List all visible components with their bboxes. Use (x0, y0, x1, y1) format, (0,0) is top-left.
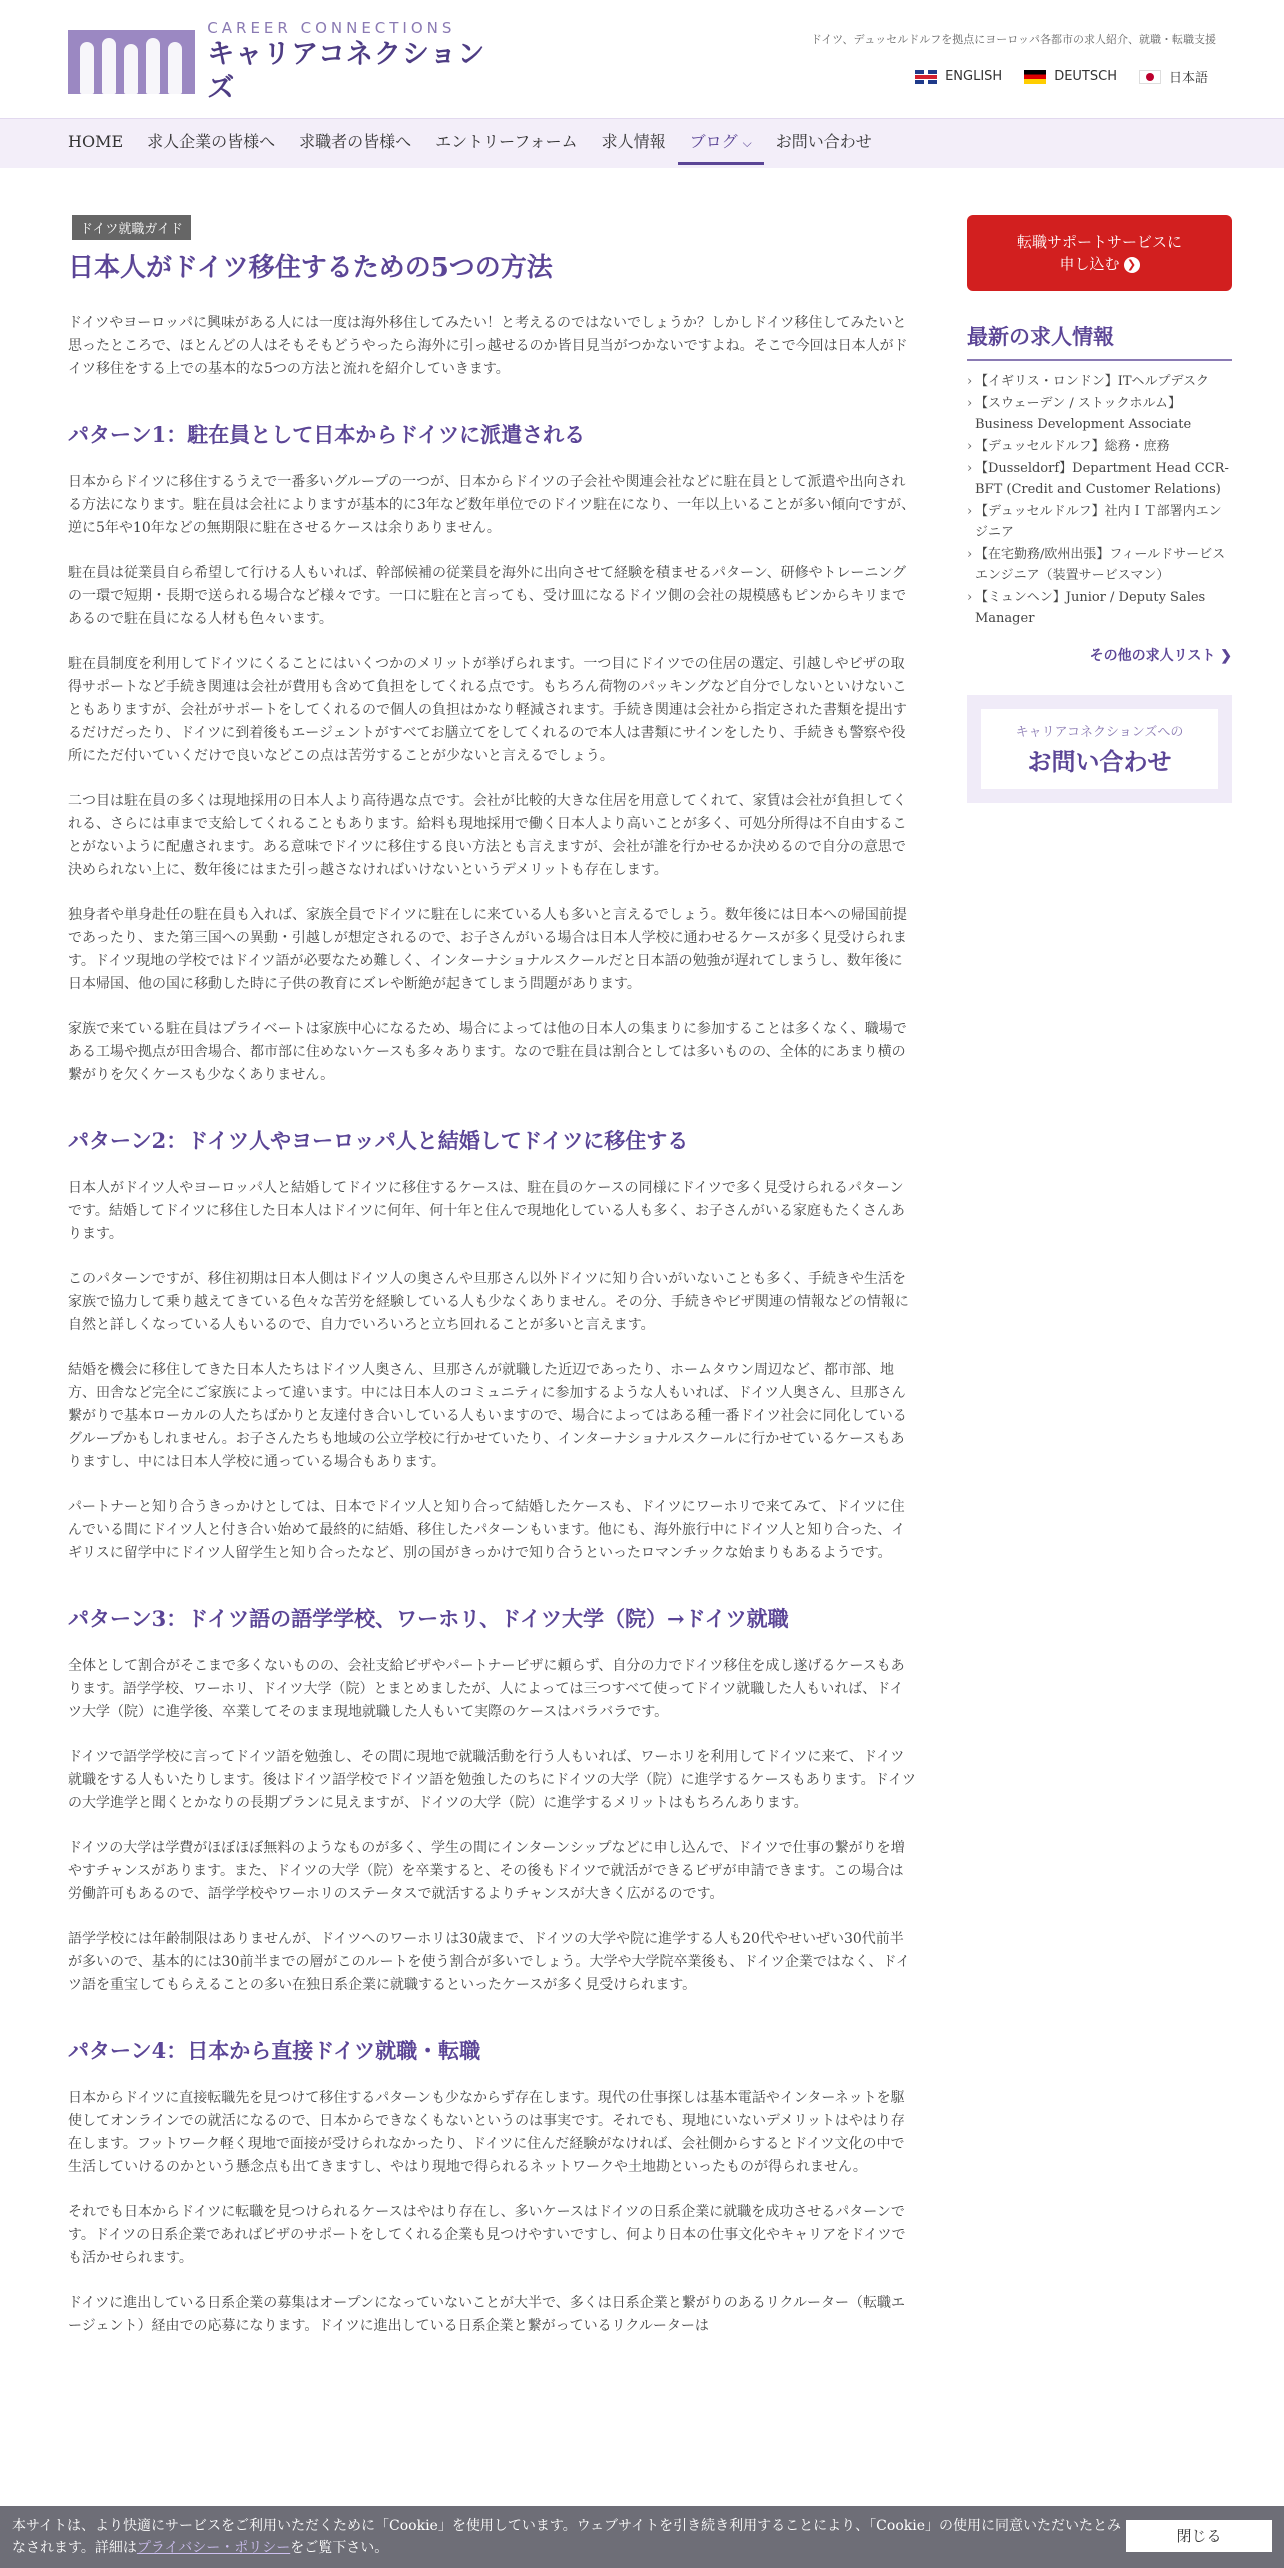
paragraph: このパターンですが、移住初期は日本人側はドイツ人の奥さんや旦那さん以外ドイツに知り合いがいないことも多く、手続きや生活を家族で協力して乗り越えてきている色々な苦労を経験している人も少なくありません。その分、手続きやビザ関連の情報などの情報に自然と詳しくなっている人もいるので、自力でいろいろと立ち回れることが多いと言えます。 (68, 1271, 909, 1333)
language-english-link[interactable] (915, 67, 1002, 86)
nav-item-entry-form[interactable]: エントリーフォーム (435, 132, 578, 151)
nav-item-jobs[interactable]: 求人情報 (601, 132, 666, 151)
nav-item-blog[interactable] (678, 119, 764, 169)
section-heading: パターン4：日本から直接ドイツ就職・転職 (68, 2038, 481, 2063)
paragraph: 日本からドイツに直接転職先を見つけて移住するパターンも少なからず存在します。現代の仕事探しは基本電話やインターネットを駆使してオンラインでの就活になるので、日本からできなくもないというのは事実です。それでも、現地にいないデメリットはやはり存在します。フットワーク軽く現地で面接が受けられなかったり、ドイツに住んだ経験がなければ、会社側からするとドイツ文化の中で生活していけるのかという懸念点も出てきますし、やはり現地で得られるネットワークや土地勘といったものが得られません。 (68, 2090, 905, 2175)
privacy-policy-link[interactable]: プライバシー・ポリシー (136, 2540, 291, 2556)
site-tagline: ドイツ、デュッセルドルフを拠点にヨーロッパ各都市の求人紹介、就職・転職支援 (810, 33, 1216, 46)
paragraph: パートナーと知り合うきっかけとしては、日本でドイツ人と知り合って結婚したケースも、ドイツにワーホリで来てみて、ドイツに住んでいる間にドイツ人と付き合い始めて最終的に結婚、移住したパターンもいます。他にも、海外旅行中にドイツ人と知り合った、イギリスに留学中にドイツ人留学生と知り合ったなど、別の国がきっかけで知り合うといったロマンチックな始まりもあるようです。 (68, 1499, 906, 1561)
more-jobs-link[interactable] (967, 645, 1232, 665)
nav-item-contact[interactable]: お問い合わせ (775, 132, 872, 151)
job-link[interactable]: › 【Dusseldorf】Department Head CCR-BFT (Credit and Customer Relations) (967, 458, 1232, 500)
latest-jobs-heading: 最新の求人情報 (967, 321, 1232, 361)
logo-people-icon (68, 30, 195, 94)
uk-flag-icon (915, 70, 937, 84)
cookie-close-button[interactable]: 閉じる (1126, 2520, 1272, 2552)
cta-line-1: 転職サポートサービスに (1016, 233, 1182, 251)
job-link[interactable]: › 【デュッセルドルフ】総務・庶務 (967, 436, 1232, 457)
arrow-circle-right-icon: ❯ (1124, 257, 1140, 273)
more-jobs-label: その他の求人リスト (1089, 648, 1216, 664)
site-header (0, 0, 1284, 118)
site-logo[interactable] (68, 19, 504, 104)
job-link[interactable]: › 【デュッセルドルフ】社内ＩＴ部署内エンジニア (967, 501, 1232, 543)
paragraph: 全体として割合がそこまで多くないものの、会社支給ビザやパートナービザに頼らず、自分の力でドイツ移住を成し遂げるケースもあります。語学学校、ワーホリ、ドイツ大学（院）とまとめましたが、人によっては三つすべて使ってドイツ就職した人もいれば、ドイツ大学（院）に進学後、卒業してそのまま現地就職した人もいて実際のケースはバラバラです。 (68, 1658, 905, 1720)
paragraph: 独身者や単身赴任の駐在員も入れば、家族全員でドイツに駐在しに来ている人も多いと言えるでしょう。数年後には日本への帰国前提であったり、また第三国への異動・引越しが想定されるので、お子さんがいる場合は日本人学校に通わせるケースが多く見受けられます。ドイツ現地の学校ではドイツ語が必要なため難しく、インターナショナルスクールだと日本語の勉強が遅れてしまうし、数年後に日本帰国、他の国に移動した時に子供の教育にズレや断絶が起きてしまう問題があります。 (68, 907, 907, 992)
contact-banner[interactable] (967, 695, 1232, 803)
nav-item-for-employers[interactable]: 求人企業の皆様へ (147, 132, 276, 151)
logo-english-text: CAREER CONNECTIONS (207, 19, 456, 37)
contact-banner-title: お問い合わせ (1027, 747, 1172, 776)
cookie-consent-bar (0, 2506, 1284, 2568)
paragraph: 結婚を機会に移住してきた日本人たちはドイツ人奥さん、旦那さんが就職した近辺であったり、ホームタウン周辺など、都市部、地方、田舎など完全にご家族によって違います。中には日本人のコミュニティに参加するような人もいれば、ドイツ人奥さん、旦那さん繋がりで基本ローカルの人たちばかりと友達付き合いしている人もいますので、場合によってはある種一番ドイツ社会に同化している グループかもしれません。お子さんたちも地域の公立学校に行かせていたり、インターナショナルスクールに行かせているケースもありますし、中には日本人学校に通っている場合もあります。 (68, 1362, 907, 1470)
article-intro: ドイツやヨーロッパに興味がある人には一度は海外移住してみたい！と考えるのではないでしょうか？しかしドイツ移住してみたいと思ったところで、ほとんどの人はそもそもどうやったら海外に引っ越せるのか皆目見当がつかないですよね。そこで今回は日本人がドイツ移住をする上での基本的な5つの方法と流れを紹介していきます。 (68, 315, 908, 377)
chevron-right-icon: ❯ (1220, 648, 1232, 664)
paragraph: ドイツで語学学校に言ってドイツ語を勉強し、その間に現地で就職活動を行う人もいれば、ワーホリを利用してドイツに来て、ドイツ就職をする人もいたりします。後はドイツ語学校でドイツ語を勉強したのちにドイツの大学（院）に進学するケースもあります。ドイツの大学進学と聞くとかなりの長期プランに見えますが、ドイツの大学（院）に進学するメリットはもちろんあります。 (68, 1749, 916, 1811)
latest-jobs-list (967, 371, 1232, 629)
germany-flag-icon (1024, 70, 1046, 84)
nav-item-for-job-seekers[interactable]: 求職者の皆様へ (299, 132, 412, 151)
job-link[interactable]: › 【在宅勤務/欧州出張】フィールドサービスエンジニア（装置サービスマン） (967, 544, 1232, 586)
article (68, 215, 916, 2338)
cookie-message (12, 2515, 1122, 2559)
section-heading: パターン2：ドイツ人やヨーロッパ人と結婚してドイツに移住する (68, 1128, 689, 1153)
paragraph: 家族で来ている駐在員はプライベートは家族中心になるため、場合によっては他の日本人の集まりに参加することは多くなく、職場である工場や拠点が田舎場合、都市部に住めないケースも多々あります。なので駐在員は割合としては多いものの、全体的にあまり横の繋がりを欠くケースも少なくありません。 (68, 1021, 907, 1083)
paragraph: 日本人がドイツ人やヨーロッパ人と結婚してドイツに移住するケースは、駐在員のケースの同様にドイツで多く見受けられるパターンです。結婚してドイツに移住した日本人はドイツに何年、何十年と住んで現地化している人も多く、お子さんがいる家庭もたくさんあります。 (68, 1180, 905, 1242)
job-link[interactable]: › 【スウェーデン / ストックホルム】Business Development Associate (967, 393, 1232, 435)
main-navigation (0, 118, 1284, 168)
logo-japanese-text: キャリアコネクションズ (207, 39, 486, 104)
chevron-down-icon: ⌵ (742, 136, 752, 150)
contact-banner-subtitle: キャリアコネクションズへの (1015, 725, 1184, 740)
paragraph: 駐在員制度を利用してドイツにくることにはいくつかのメリットが挙げられます。一つ目にドイツでの住居の選定、引越しやビザの取得サポートなど手続き関連は会社が費用も含めて負担をしてくれる点です。もちろん荷物のパッキングなど自分でしないといけないこともありますが、会社がサポートをしてくれるので個人の負担はかなり軽減されます。手続き関連は会社から指定された書類を提出するだけだったり、ドイツに到着後もエージェントがすべてお膳立てをしてくれるので本人は書類にサインをしたり、手続きも警察や役所にただ付いていくだけで良いなどこの点は苦労することが少ないと言えるでしょう。 (68, 656, 907, 764)
paragraph: 二つ目は駐在員の多くは現地採用の日本人より高待遇な点です。会社が比較的大きな住居を用意してくれて、家賃は会社が負担してくれる、さらには車まで支給してくれることもあります。給料も現地採用で働く日本人より高いことが多く、可処分所得は不自由することがないように配慮されます。ある意味でドイツに移住する良い方法とも言えますが、会社が誰を行かせるか決めるので自分の意思で決められない上に、数年後にはまた引っ越さなければいけないというデメリットも存在します。 (68, 793, 907, 878)
section-heading: パターン3：ドイツ語の語学学校、ワーホリ、ドイツ大学（院）→ドイツ就職 (68, 1606, 789, 1631)
paragraph: 日本からドイツに移住するうえで一番多いグループの一つが、日本からドイツの子会社や関連会社などに駐在員として派遣や出向される方法になります。駐在員は会社によりますが基本的に3年など数年単位でのドイツ駐在になり、一年以上いることが多い傾向ですが、逆に5年や10年などの無期限に駐在させるケースは余りありません。 (68, 474, 916, 536)
article-title: 日本人がドイツ移住するための5つの方法 (68, 253, 553, 283)
cookie-text: 本サイトは、より快適にサービスをご利用いただくために「Cookie」を使用しています。ウェブサイトを引き続き利用することにより、「Cookie」の使用に同意いただいたとみなされます。詳細は (12, 2518, 1121, 2556)
sidebar (967, 215, 1232, 803)
paragraph: ドイツに進出している日系企業の募集はオープンになっていないことが大半で、多くは日系企業と繋がりのあるリクルーター（転職エージェント）経由での応募になります。ドイツに進出している日系企業と繋がっているリクルーターは (68, 2295, 906, 2334)
cookie-text-end: をご覧下さい。 (290, 2540, 389, 2556)
language-german-link[interactable] (1024, 67, 1117, 86)
cta-line-2: 申し込む (1059, 255, 1120, 273)
language-label: ENGLISH (945, 69, 1003, 84)
paragraph: 語学学校には年齢制限はありませんが、ドイツへのワーホリは30歳まで、ドイツの大学や院に進学する人も20代やせいぜい30代前半が多いので、基本的には30前半までの層がこのルートを使う割合が多いでしょう。大学や大学院卒業後も、ドイツ企業ではなく、ドイツ語を重宝してもらえることの多い在独日系企業に就職するといったケースが多く見受けられます。 (68, 1931, 910, 1993)
language-label: 日本語 (1168, 71, 1208, 86)
job-link[interactable]: › 【ミュンヘン】Junior / Deputy Sales Manager (967, 587, 1232, 629)
japan-flag-icon (1139, 70, 1161, 84)
paragraph: ドイツの大学は学費がほぼほぼ無料のようなものが多く、学生の間にインターンシップなどに申し込んで、ドイツで仕事の繋がりを増やすチャンスがあります。また、ドイツの大学（院）を卒業すると、その後もドイツで就活ができるビザが申請できます。この場合は労働許可もあるので、語学学校やワーホリのステータスで就活するよりチャンスが大きく広がるのです。 (68, 1840, 905, 1902)
language-label: DEUTSCH (1054, 69, 1117, 84)
language-japanese-link[interactable] (1139, 67, 1208, 86)
category-badge[interactable]: ドイツ就職ガイド (72, 215, 191, 240)
career-support-signup-button[interactable] (967, 215, 1232, 291)
job-link[interactable]: › 【イギリス・ロンドン】ITヘルプデスク (967, 371, 1232, 392)
paragraph: それでも日本からドイツに転職を見つけられるケースはやはり存在し、多いケースはドイツの日系企業に就職を成功させるパターンです。ドイツの日系企業であればビザのサポートをしてくれる企業も見つけやすいですし、何より日本の仕事文化やキャリアをドイツでも活かせられます。 (68, 2204, 906, 2266)
paragraph: 駐在員は従業員自ら希望して行ける人もいれば、幹部候補の従業員を海外に出向させて経験を積ませるパターン、研修やトレーニングの一環で短期・長期で送られる場合など様々です。一口に駐在と言っても、受け皿になるドイツ側の会社の規模感もピンからキリまであるので駐在員になる人材も色々います。 (68, 565, 907, 627)
section-heading: パターン1：駐在員として日本からドイツに派遣される (68, 422, 586, 447)
nav-item-home[interactable]: HOME (68, 132, 124, 151)
nav-item-blog-label: ブログ (689, 132, 738, 151)
language-switcher (915, 67, 1208, 86)
